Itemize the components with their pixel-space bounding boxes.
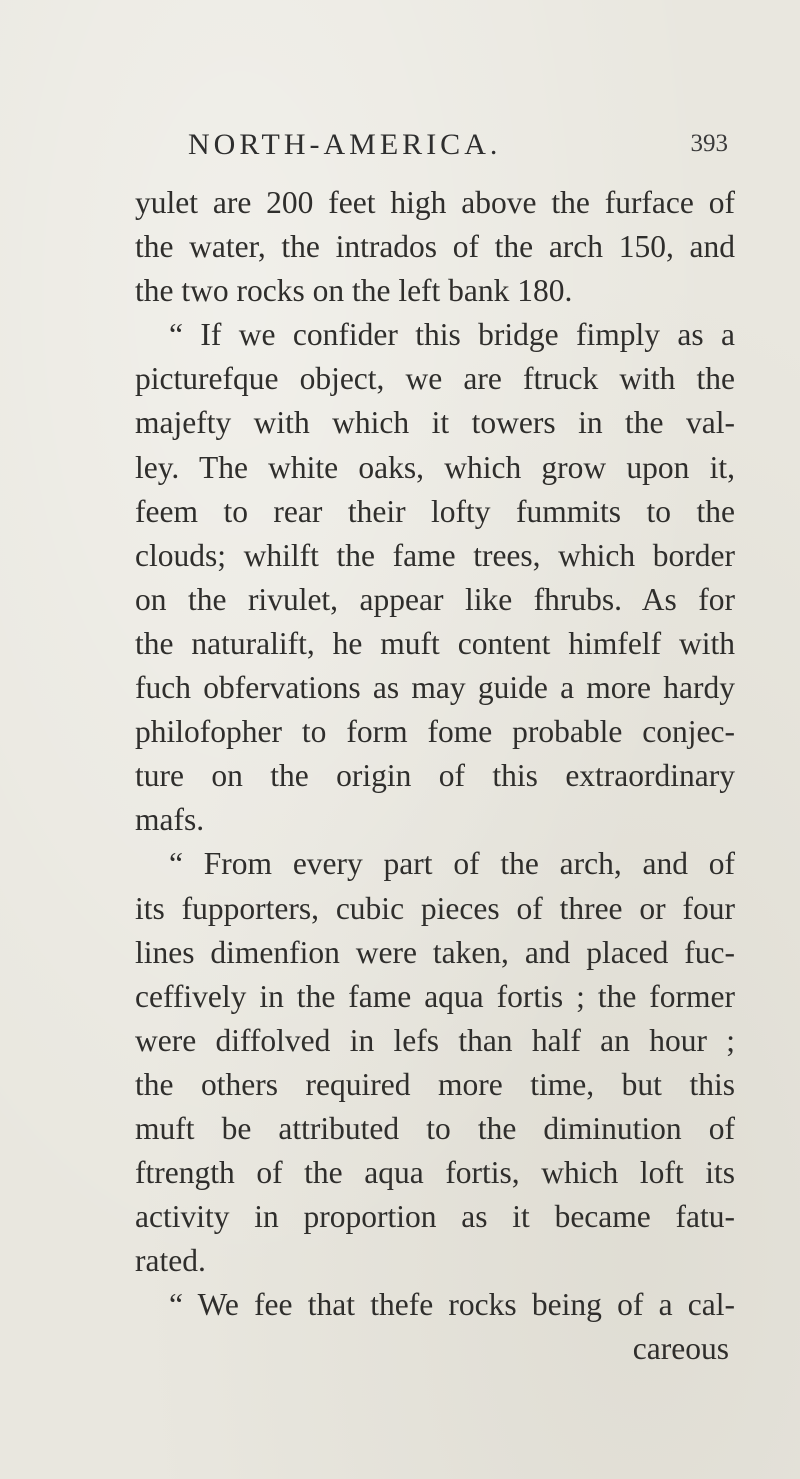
text-line: its fupporters, cubic pieces of three or four <box>135 890 735 926</box>
page-number: 393 <box>690 130 728 157</box>
text-line: yulet are 200 feet high above the furface of <box>135 185 735 220</box>
text-line: ley. The white oaks, which grow upon it, <box>135 449 735 485</box>
text-line: ceffively in the fame aqua fortis ; the former <box>135 978 735 1014</box>
text-line: picturefque object, we are ftruck with the <box>135 361 735 397</box>
text-line: were diffolved in lefs than half an hour ; <box>135 1022 735 1058</box>
text-line: clouds; whilft the fame trees, which border <box>135 537 735 573</box>
text-line: the two rocks on the left bank 180. <box>135 273 573 309</box>
text-line: “ If we confider this bridge fimply as a <box>169 317 735 353</box>
text-line: the others required more time, but this <box>135 1066 735 1102</box>
text-line: mafs. <box>135 802 205 838</box>
running-title: NORTH-AMERICA. <box>188 128 502 161</box>
text-line: philofopher to form fome probable conjec- <box>135 714 735 750</box>
text-line: activity in proportion as it became fatu- <box>135 1199 735 1235</box>
catchword: careous <box>632 1331 729 1367</box>
text-line: majefty with which it towers in the val- <box>135 405 735 441</box>
page-header <box>188 128 728 168</box>
text-line: ture on the origin of this extraordinary <box>135 758 735 794</box>
text-line: the naturalift, he muft content himfelf with <box>135 625 735 661</box>
text-line: ftrength of the aqua fortis, which loft its <box>135 1155 735 1191</box>
text-line: lines dimenfion were taken, and placed fuc- <box>135 934 735 970</box>
text-line: fuch obfervations as may guide a more hardy <box>135 670 735 706</box>
body-text <box>135 181 735 1372</box>
text-line: “ From every part of the arch, and of <box>169 846 735 882</box>
text-line: “ We fee that thefe rocks being of a cal- <box>169 1287 735 1323</box>
text-line: on the rivulet, appear like fhrubs. As for <box>135 581 735 617</box>
text-line: rated. <box>135 1243 206 1279</box>
text-line: the water, the intrados of the arch 150, and <box>135 229 735 265</box>
text-line: feem to rear their lofty fummits to the <box>135 493 735 529</box>
text-line: muft be attributed to the diminution of <box>135 1110 735 1146</box>
